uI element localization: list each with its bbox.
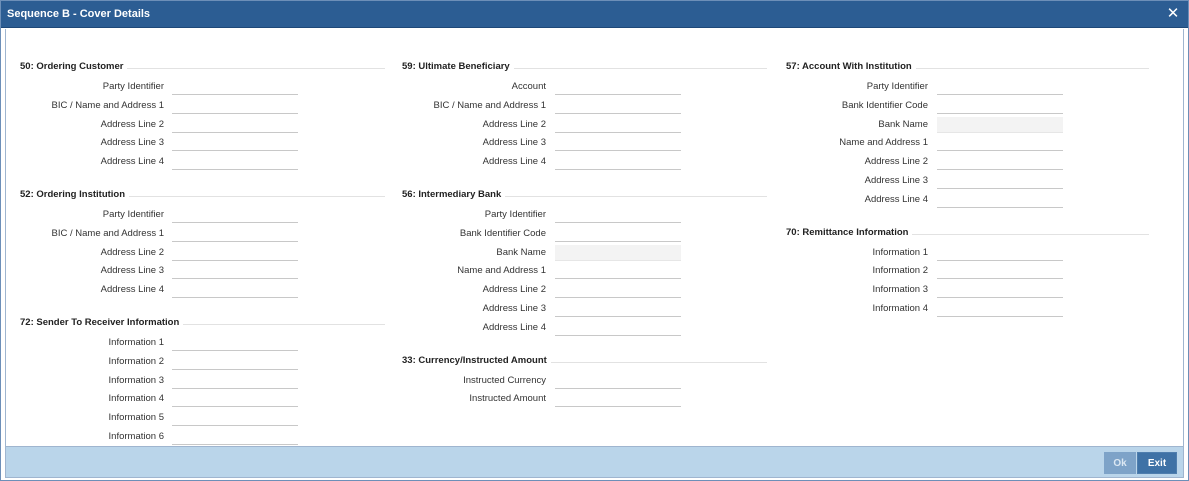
section-title: 72: Sender To Receiver Information bbox=[20, 317, 183, 328]
awi-bic-input[interactable] bbox=[937, 98, 1063, 114]
bank-identifier-code-label: Bank Identifier Code bbox=[459, 228, 546, 239]
bic-name-address-1-label: BIC / Name and Address 1 bbox=[433, 100, 546, 111]
intermediary-address-3-input[interactable] bbox=[555, 301, 681, 317]
remittance-info-4-input[interactable] bbox=[937, 301, 1063, 317]
beneficiary-address-2-input[interactable] bbox=[555, 117, 681, 133]
intermediary-bank-name-field bbox=[555, 245, 681, 261]
address-line-3-label: Address Line 3 bbox=[482, 137, 546, 148]
information-2-label: Information 2 bbox=[108, 356, 164, 367]
party-identifier-label: Party Identifier bbox=[102, 209, 164, 220]
address-line-2-label: Address Line 2 bbox=[100, 247, 164, 258]
information-5-label: Information 5 bbox=[108, 412, 164, 423]
bank-identifier-code-label: Bank Identifier Code bbox=[841, 100, 928, 111]
exit-button[interactable]: Exit bbox=[1137, 452, 1177, 474]
ordering-institution-address-2-input[interactable] bbox=[172, 245, 298, 261]
ordering-customer-address-3-input[interactable] bbox=[172, 135, 298, 151]
section-title: 57: Account With Institution bbox=[786, 61, 916, 72]
sender-info-3-input[interactable] bbox=[172, 373, 298, 389]
name-and-address-1-label: Name and Address 1 bbox=[457, 265, 546, 276]
bic-name-address-1-label: BIC / Name and Address 1 bbox=[51, 228, 164, 239]
bic-name-address-1-label: BIC / Name and Address 1 bbox=[51, 100, 164, 111]
ordering-institution-bic-input[interactable] bbox=[172, 226, 298, 242]
information-4-label: Information 4 bbox=[872, 303, 928, 314]
awi-address-3-input[interactable] bbox=[937, 173, 1063, 189]
section-title: 70: Remittance Information bbox=[786, 227, 912, 238]
section-ordering-customer bbox=[20, 59, 385, 75]
awi-party-identifier-input[interactable] bbox=[937, 79, 1063, 95]
remittance-info-2-input[interactable] bbox=[937, 263, 1063, 279]
section-title: 59: Ultimate Beneficiary bbox=[402, 61, 514, 72]
section-ordering-institution bbox=[20, 187, 385, 203]
dialog-footer bbox=[5, 446, 1184, 478]
section-title: 50: Ordering Customer bbox=[20, 61, 127, 72]
form-content bbox=[5, 29, 1184, 446]
address-line-3-label: Address Line 3 bbox=[864, 175, 928, 186]
awi-bank-name-field bbox=[937, 117, 1063, 133]
intermediary-address-4-input[interactable] bbox=[555, 320, 681, 336]
beneficiary-bic-input[interactable] bbox=[555, 98, 681, 114]
section-title: 33: Currency/Instructed Amount bbox=[402, 355, 551, 366]
ordering-institution-party-identifier-input[interactable] bbox=[172, 207, 298, 223]
section-intermediary-bank bbox=[402, 187, 767, 203]
address-line-2-label: Address Line 2 bbox=[482, 284, 546, 295]
close-icon[interactable]: ✕ bbox=[1166, 5, 1180, 22]
party-identifier-label: Party Identifier bbox=[102, 81, 164, 92]
address-line-3-label: Address Line 3 bbox=[482, 303, 546, 314]
intermediary-address-2-input[interactable] bbox=[555, 282, 681, 298]
address-line-3-label: Address Line 3 bbox=[100, 137, 164, 148]
address-line-4-label: Address Line 4 bbox=[100, 284, 164, 295]
remittance-info-1-input[interactable] bbox=[937, 245, 1063, 261]
bank-name-label: Bank Name bbox=[878, 119, 928, 130]
party-identifier-label: Party Identifier bbox=[484, 209, 546, 220]
address-line-4-label: Address Line 4 bbox=[864, 194, 928, 205]
intermediary-name-address-1-input[interactable] bbox=[555, 263, 681, 279]
sender-info-1-input[interactable] bbox=[172, 335, 298, 351]
address-line-4-label: Address Line 4 bbox=[482, 156, 546, 167]
dialog-title: Sequence B - Cover Details bbox=[7, 8, 151, 20]
intermediary-party-identifier-input[interactable] bbox=[555, 207, 681, 223]
information-6-label: Information 6 bbox=[108, 431, 164, 442]
bank-name-label: Bank Name bbox=[496, 247, 546, 258]
instructed-amount-input[interactable] bbox=[555, 391, 681, 407]
sender-info-6-input[interactable] bbox=[172, 429, 298, 445]
sender-info-2-input[interactable] bbox=[172, 354, 298, 370]
section-remittance-information bbox=[786, 225, 1149, 241]
remittance-info-3-input[interactable] bbox=[937, 282, 1063, 298]
awi-address-2-input[interactable] bbox=[937, 154, 1063, 170]
ordering-institution-address-4-input[interactable] bbox=[172, 282, 298, 298]
sender-info-5-input[interactable] bbox=[172, 410, 298, 426]
section-currency-amount bbox=[402, 353, 767, 369]
address-line-4-label: Address Line 4 bbox=[482, 322, 546, 333]
information-3-label: Information 3 bbox=[872, 284, 928, 295]
party-identifier-label: Party Identifier bbox=[866, 81, 928, 92]
instructed-currency-label: Instructed Currency bbox=[463, 375, 546, 386]
title-bar bbox=[1, 1, 1188, 28]
ok-button[interactable]: Ok bbox=[1104, 452, 1136, 474]
address-line-4-label: Address Line 4 bbox=[100, 156, 164, 167]
section-title: 52: Ordering Institution bbox=[20, 189, 129, 200]
ordering-customer-address-4-input[interactable] bbox=[172, 154, 298, 170]
ordering-customer-bic-input[interactable] bbox=[172, 98, 298, 114]
address-line-2-label: Address Line 2 bbox=[100, 119, 164, 130]
beneficiary-address-3-input[interactable] bbox=[555, 135, 681, 151]
information-4-label: Information 4 bbox=[108, 393, 164, 404]
intermediary-bic-input[interactable] bbox=[555, 226, 681, 242]
information-3-label: Information 3 bbox=[108, 375, 164, 386]
information-1-label: Information 1 bbox=[108, 337, 164, 348]
ordering-customer-party-identifier-input[interactable] bbox=[172, 79, 298, 95]
section-ultimate-beneficiary bbox=[402, 59, 767, 75]
address-line-2-label: Address Line 2 bbox=[864, 156, 928, 167]
sender-info-4-input[interactable] bbox=[172, 391, 298, 407]
ordering-institution-address-3-input[interactable] bbox=[172, 263, 298, 279]
section-sender-to-receiver bbox=[20, 315, 385, 331]
instructed-currency-input[interactable] bbox=[555, 373, 681, 389]
awi-name-address-1-input[interactable] bbox=[937, 135, 1063, 151]
ordering-customer-address-2-input[interactable] bbox=[172, 117, 298, 133]
address-line-3-label: Address Line 3 bbox=[100, 265, 164, 276]
name-and-address-1-label: Name and Address 1 bbox=[839, 137, 928, 148]
instructed-amount-label: Instructed Amount bbox=[469, 393, 546, 404]
information-2-label: Information 2 bbox=[872, 265, 928, 276]
beneficiary-address-4-input[interactable] bbox=[555, 154, 681, 170]
account-label: Account bbox=[511, 81, 546, 92]
beneficiary-account-input[interactable] bbox=[555, 79, 681, 95]
information-1-label: Information 1 bbox=[872, 247, 928, 258]
awi-address-4-input[interactable] bbox=[937, 192, 1063, 208]
section-title: 56: Intermediary Bank bbox=[402, 189, 505, 200]
section-account-with-institution bbox=[786, 59, 1149, 75]
address-line-2-label: Address Line 2 bbox=[482, 119, 546, 130]
